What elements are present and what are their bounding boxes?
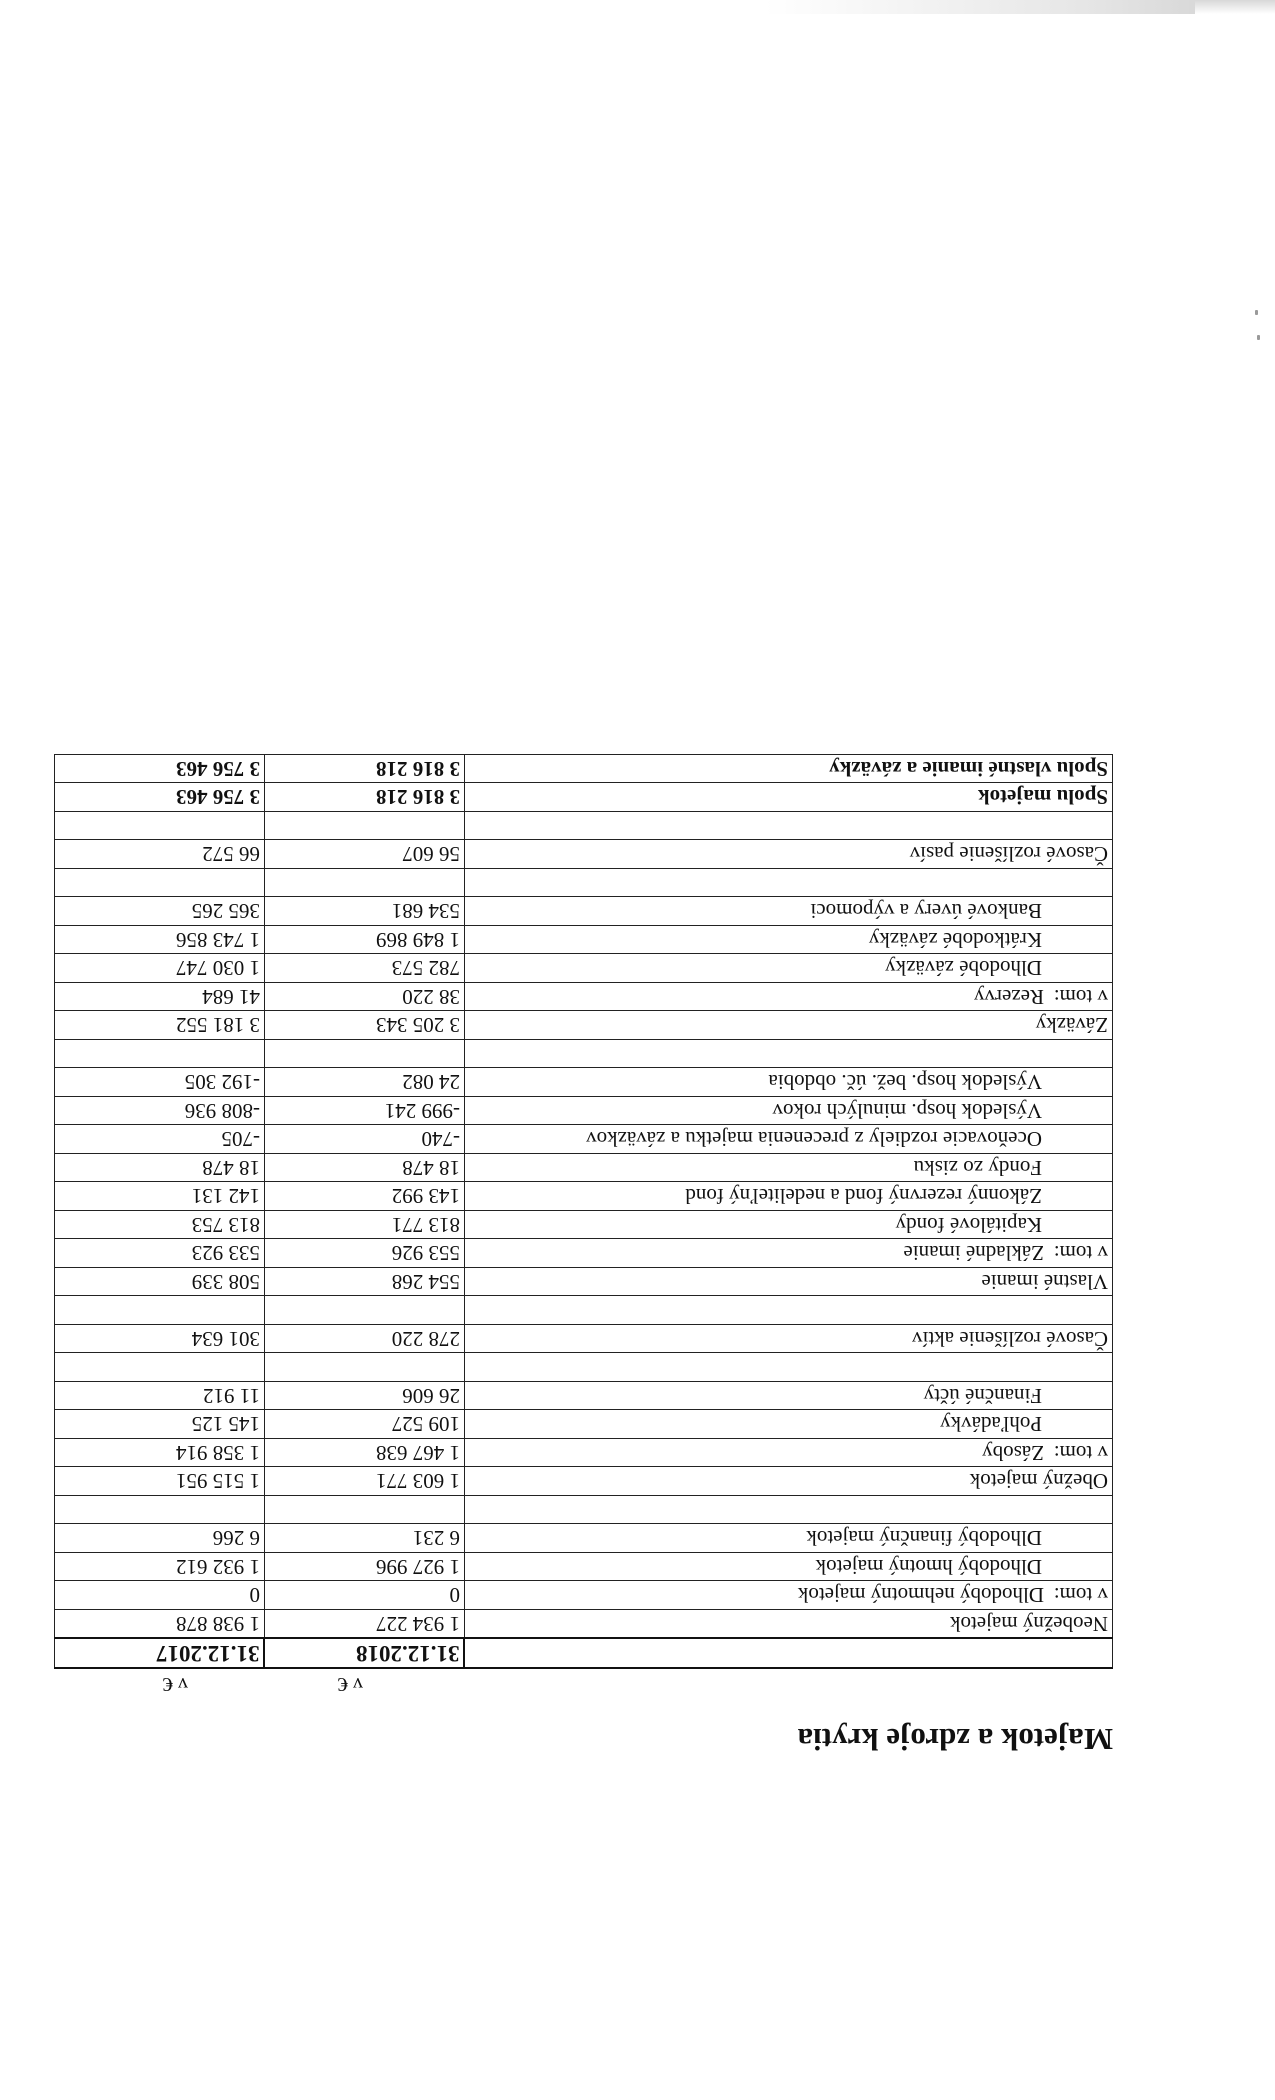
table-row: [55, 783, 1113, 812]
value-2018: [265, 1496, 465, 1525]
value-2017: 18 478: [55, 1154, 265, 1183]
value-2017: [55, 1496, 265, 1525]
row-prefix: v tom:: [1053, 1440, 1108, 1465]
table-row: [55, 926, 1113, 955]
value-2018: 18 478: [265, 1154, 465, 1183]
table-row: [55, 812, 1113, 841]
row-label-cell: [465, 1125, 1113, 1154]
value-2017: 508 339: [55, 1268, 265, 1297]
header-year-2018: 31.12.2018: [265, 1639, 465, 1669]
row-label: Krátkodobé záväzky: [868, 927, 1042, 952]
table-row: [55, 954, 1113, 983]
unit-label-2017: v €: [163, 1673, 188, 1695]
value-2017: 66 572: [55, 840, 265, 869]
row-label-cell: [465, 783, 1113, 812]
value-2017: [55, 812, 265, 841]
value-2017: 1 358 914: [55, 1439, 265, 1468]
row-label-cell: [465, 812, 1113, 841]
scan-speck: [1257, 335, 1260, 340]
row-label: Neobežný majetok: [949, 1611, 1108, 1636]
scan-top-edge: [0, 0, 1275, 14]
row-prefix: v tom:: [1053, 1241, 1108, 1266]
table-row: [55, 1011, 1113, 1040]
table-row: [55, 1610, 1113, 1639]
table-row: [55, 1182, 1113, 1211]
table-row: [55, 1268, 1113, 1297]
row-label-cell: [465, 1496, 1113, 1525]
row-label-cell: [465, 1068, 1113, 1097]
value-2018: [265, 1296, 465, 1325]
row-label: Dlhodobý hmotný majetok: [815, 1554, 1042, 1579]
value-2018: 26 606: [265, 1382, 465, 1411]
value-2017: -705: [55, 1125, 265, 1154]
table-row: [55, 1524, 1113, 1553]
value-2018: 1 934 227: [265, 1610, 465, 1639]
table-row: [55, 840, 1113, 869]
header-label-cell: [465, 1639, 1113, 1669]
value-2018: 38 220: [265, 983, 465, 1012]
value-2017: 145 125: [55, 1410, 265, 1439]
row-prefix: v tom:: [1053, 984, 1108, 1009]
table-row: [55, 1496, 1113, 1525]
table-row: [55, 897, 1113, 926]
value-2018: 6 231: [265, 1524, 465, 1553]
row-label-cell: [465, 1268, 1113, 1297]
value-2018: [265, 812, 465, 841]
value-2018: 0: [265, 1581, 465, 1610]
value-2017: 142 131: [55, 1182, 265, 1211]
row-label-cell: [465, 1325, 1113, 1354]
table-row: [55, 1410, 1113, 1439]
value-2017: [55, 1040, 265, 1069]
row-label: Spolu vlastné imanie a záväzky: [829, 756, 1108, 781]
row-label: Finančné účty: [923, 1383, 1042, 1408]
table-row: [55, 755, 1113, 784]
value-2018: 553 926: [265, 1239, 465, 1268]
value-2017: 3 181 552: [55, 1011, 265, 1040]
value-2017: 533 923: [55, 1239, 265, 1268]
table-row: [55, 983, 1113, 1012]
scan-corner-shadow: [1195, 0, 1275, 14]
row-label-cell: [465, 1524, 1113, 1553]
value-2018: 56 607: [265, 840, 465, 869]
row-label: Kapitálové fondy: [895, 1212, 1042, 1237]
row-label-cell: [465, 1211, 1113, 1240]
row-label-cell: [465, 1581, 1113, 1610]
table-row: [55, 1097, 1113, 1126]
balance-sheet-body: [55, 755, 1113, 1669]
row-label-cell: [465, 926, 1113, 955]
value-2018: 109 527: [265, 1410, 465, 1439]
value-2018: [265, 1353, 465, 1382]
value-2017: -192 305: [55, 1068, 265, 1097]
value-2017: 1 938 878: [55, 1610, 265, 1639]
value-2018: 554 268: [265, 1268, 465, 1297]
value-2017: [55, 1353, 265, 1382]
table-row: [55, 1382, 1113, 1411]
value-2017: 11 912: [55, 1382, 265, 1411]
value-2018: -999 241: [265, 1097, 465, 1126]
row-label-cell: [465, 1239, 1113, 1268]
value-2018: 1 849 869: [265, 926, 465, 955]
value-2018: -740: [265, 1125, 465, 1154]
row-label-cell: [465, 1610, 1113, 1639]
row-label-cell: [465, 1353, 1113, 1382]
table-row: [55, 1068, 1113, 1097]
value-2017: 1 743 856: [55, 926, 265, 955]
row-prefix: v tom:: [1053, 1583, 1108, 1608]
table-row: [55, 1325, 1113, 1354]
value-2018: [265, 869, 465, 898]
table-row: [55, 1439, 1113, 1468]
value-2018: 3 816 218: [265, 783, 465, 812]
header-year-2017: 31.12.2017: [55, 1639, 265, 1669]
row-label-cell: [465, 1439, 1113, 1468]
row-label: Vlastné imanie: [981, 1269, 1108, 1294]
row-label: Základné imanie: [903, 1241, 1044, 1266]
value-2018: 782 573: [265, 954, 465, 983]
value-2017: 813 753: [55, 1211, 265, 1240]
table-header-row: [55, 1639, 1113, 1669]
row-label-cell: [465, 755, 1113, 784]
value-2018: 1 467 638: [265, 1439, 465, 1468]
value-2018: 24 082: [265, 1068, 465, 1097]
value-2018: 534 681: [265, 897, 465, 926]
table-row: [55, 1040, 1113, 1069]
value-2018: 1 603 771: [265, 1467, 465, 1496]
value-2018: 3 816 218: [265, 755, 465, 784]
row-label: Zákonný rezervný fond a nedeliteľný fond: [685, 1184, 1042, 1209]
value-2017: 41 684: [55, 983, 265, 1012]
row-label: Rezervy: [974, 984, 1044, 1009]
row-label-cell: [465, 983, 1113, 1012]
value-2017: -808 936: [55, 1097, 265, 1126]
row-label-cell: [465, 1182, 1113, 1211]
table-row: [55, 1581, 1113, 1610]
value-2017: 3 756 463: [55, 783, 265, 812]
row-label-cell: [465, 1410, 1113, 1439]
row-label-cell: [465, 1296, 1113, 1325]
value-2017: [55, 1296, 265, 1325]
value-2018: 3 205 343: [265, 1011, 465, 1040]
row-label: Dlhodobé záväzky: [885, 956, 1042, 981]
table-row: [55, 1553, 1113, 1582]
row-label: Časové rozlíšenie pasív: [909, 842, 1108, 867]
unit-label-2018: v €: [338, 1673, 363, 1695]
table-row: [55, 1296, 1113, 1325]
row-label-cell: [465, 897, 1113, 926]
table-row: [55, 869, 1113, 898]
table-row: [55, 1239, 1113, 1268]
row-label-cell: [465, 1553, 1113, 1582]
row-label: Zásoby: [982, 1440, 1044, 1465]
value-2017: 6 266: [55, 1524, 265, 1553]
row-label: Oceňovacie rozdiely z precenenia majetku a záväzkov: [586, 1127, 1042, 1152]
value-2018: 143 992: [265, 1182, 465, 1211]
row-label: Výsledok hosp. minulých rokov: [772, 1098, 1042, 1123]
value-2017: 1 515 951: [55, 1467, 265, 1496]
table-row: [55, 1154, 1113, 1183]
row-label: Záväzky: [1035, 1013, 1108, 1038]
scanned-document: [55, 545, 1113, 1765]
value-2017: [55, 869, 265, 898]
row-label-cell: [465, 954, 1113, 983]
table-row: [55, 1467, 1113, 1496]
value-2017: 3 756 463: [55, 755, 265, 784]
balance-sheet-table: [54, 754, 1113, 1669]
row-label: Časové rozlíšenie aktív: [912, 1326, 1108, 1351]
row-label: Fondy zo zisku: [913, 1155, 1042, 1180]
row-label-cell: [465, 1382, 1113, 1411]
value-2017: 0: [55, 1581, 265, 1610]
table-row: [55, 1353, 1113, 1382]
value-2018: [265, 1040, 465, 1069]
row-label-cell: [465, 1467, 1113, 1496]
row-label-cell: [465, 840, 1113, 869]
scan-speck: [1255, 310, 1258, 315]
value-2017: 365 265: [55, 897, 265, 926]
row-label: Dlhodobý nehmotný majetok: [797, 1583, 1044, 1608]
row-label: Výsledok hosp. bež. úč. obdobia: [768, 1070, 1042, 1095]
value-2018: 1 927 996: [265, 1553, 465, 1582]
table-row: [55, 1211, 1113, 1240]
row-label: Spolu majetok: [977, 785, 1108, 810]
row-label-cell: [465, 1040, 1113, 1069]
value-2017: 301 634: [55, 1325, 265, 1354]
row-label-cell: [465, 869, 1113, 898]
table-row: [55, 1125, 1113, 1154]
row-label-cell: [465, 1154, 1113, 1183]
value-2017: 1 030 747: [55, 954, 265, 983]
row-label: Obežný majetok: [969, 1469, 1108, 1494]
value-2018: 813 771: [265, 1211, 465, 1240]
row-label: Bankové úvery a výpomoci: [810, 899, 1042, 924]
value-2018: 278 220: [265, 1325, 465, 1354]
currency-units: [55, 1671, 1113, 1695]
value-2017: 1 932 612: [55, 1553, 265, 1582]
row-label-cell: [465, 1011, 1113, 1040]
row-label: Pohľadávky: [940, 1412, 1042, 1437]
row-label: Dlhodobý finančný majetok: [806, 1526, 1042, 1551]
document-title: Majetok a zdroje krytia: [797, 1722, 1113, 1757]
row-label-cell: [465, 1097, 1113, 1126]
